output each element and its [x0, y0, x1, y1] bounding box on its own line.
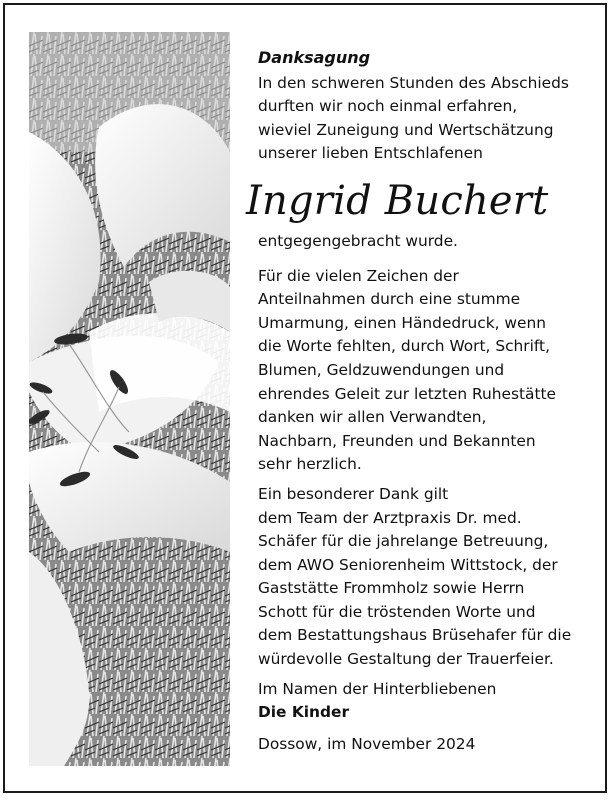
special-thanks-line: dem Team der Arztpraxis Dr. med.: [258, 508, 522, 527]
special-thanks-line: dem AWO Seniorenheim Wittstock, der: [258, 555, 558, 574]
special-thanks-line: Gaststätte Frommholz sowie Herrn: [258, 579, 525, 598]
intro-line: wieviel Zuneigung und Wertschätzung: [258, 120, 554, 139]
after-name-text: entgegengebracht wurde.: [258, 231, 458, 250]
thanks-line: Anteilnahmen durch eine stumme: [258, 290, 521, 309]
special-thanks-line: Schott für die tröstenden Worte und: [258, 602, 536, 621]
intro-line: durften wir noch einmal erfahren,: [258, 97, 518, 116]
thanks-line: Nachbarn, Freunden und Bekannten: [258, 431, 536, 450]
special-thanks-paragraph: [258, 483, 588, 672]
lily-photo: [29, 32, 230, 766]
special-thanks-line: würdevolle Gestaltung der Trauerfeier.: [258, 650, 554, 669]
thanks-line: sehr herzlich.: [258, 455, 362, 474]
thanks-line: die Worte fehlten, durch Wort, Schrift,: [258, 337, 550, 356]
intro-paragraph: [258, 72, 588, 166]
thanks-line: ehrendes Geleit zur letzten Ruhestätte: [258, 384, 556, 403]
heading: Danksagung: [258, 48, 371, 67]
thanks-line: danken wir allen Verwandten,: [258, 408, 487, 427]
thanks-line: Umarmung, einen Händedruck, wenn: [258, 313, 546, 332]
thanks-line: Für die vielen Zeichen der: [258, 266, 459, 285]
deceased-name: Ingrid Buchert: [246, 177, 549, 224]
special-thanks-line: Ein besonderer Dank gilt: [258, 484, 449, 503]
thanks-paragraph: [258, 265, 588, 477]
intro-line: unserer lieben Entschlafenen: [258, 144, 483, 163]
thanks-line: Blumen, Geldzuwendungen und: [258, 360, 505, 379]
intro-line: In den schweren Stunden des Abschieds: [258, 73, 569, 92]
signoff-line: Im Namen der Hinterbliebenen: [258, 679, 497, 698]
notice-text: [246, 46, 588, 756]
place-date: Dossow, im November 2024: [258, 734, 476, 753]
special-thanks-line: Schäfer für die jahrelange Betreuung,: [258, 532, 549, 551]
signoff-name: Die Kinder: [258, 703, 350, 722]
special-thanks-line: dem Bestattungshaus Brüsehafer für die: [258, 626, 572, 645]
